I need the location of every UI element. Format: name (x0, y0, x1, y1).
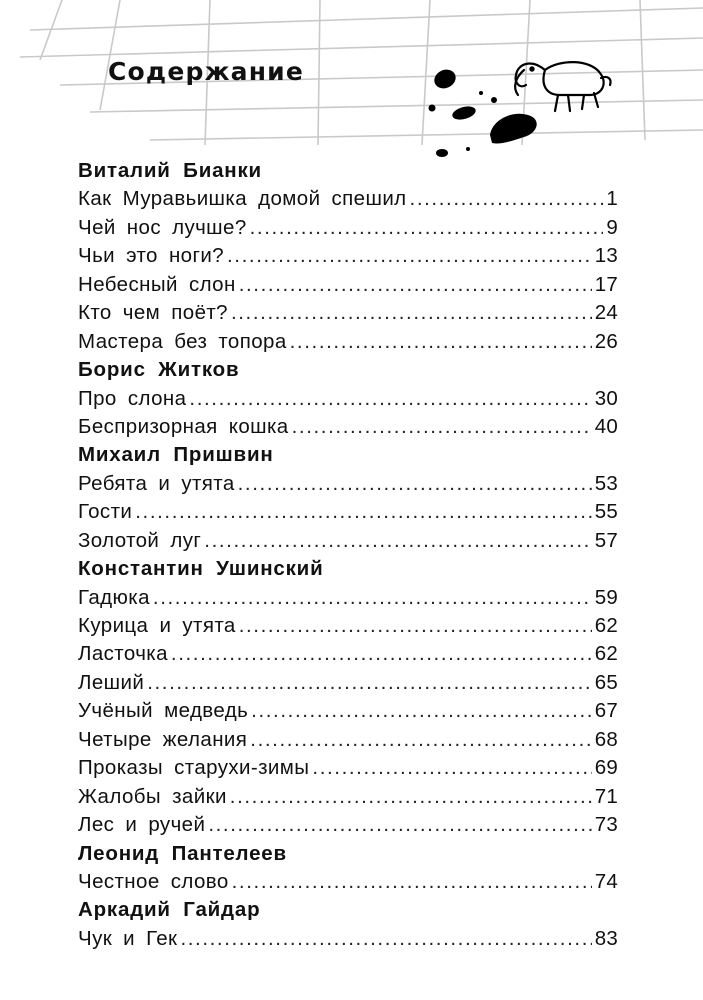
toc-entry[interactable] (78, 640, 618, 668)
dot-leader (230, 783, 592, 811)
dot-leader (239, 612, 592, 640)
entry-title: Чьи это ноги? (78, 244, 225, 268)
toc-entry[interactable] (78, 925, 618, 953)
ink-blot (429, 105, 436, 112)
page-number: 13 (594, 244, 618, 268)
dot-leader (180, 925, 591, 953)
toc-section (78, 356, 618, 441)
author-heading: Аркадий Гайдар (78, 898, 261, 922)
table-of-contents (78, 157, 618, 953)
toc-entry[interactable] (78, 470, 618, 498)
page-number: 26 (594, 329, 618, 353)
dot-leader (290, 328, 592, 356)
toc-section (78, 555, 618, 839)
entry-title: Честное слово (78, 869, 229, 893)
dot-leader (239, 271, 592, 299)
toc-entry[interactable] (78, 612, 618, 640)
dot-leader (250, 726, 592, 754)
entry-title: Чук и Гек (78, 926, 178, 950)
entry-title: Проказы старухи-зимы (78, 756, 310, 780)
dot-leader (410, 185, 604, 213)
toc-entry[interactable] (78, 754, 618, 782)
entry-title: Как Муравьишка домой спешил (78, 187, 407, 211)
dot-leader (153, 584, 592, 612)
toc-entry[interactable] (78, 214, 618, 242)
toc-entry[interactable] (78, 783, 618, 811)
page-number: 59 (594, 585, 618, 609)
ink-blot (436, 149, 448, 157)
dot-leader (250, 214, 604, 242)
toc-entry[interactable] (78, 669, 618, 697)
toc-entry[interactable] (78, 498, 618, 526)
dot-leader (147, 669, 592, 697)
author-heading: Виталий Бианки (78, 159, 262, 182)
dot-leader (251, 697, 592, 725)
page-number: 62 (594, 614, 618, 637)
entry-title: Кто чем поёт? (78, 301, 228, 325)
dot-leader (189, 385, 591, 413)
dot-leader (231, 299, 592, 327)
elephant-illustration (420, 45, 620, 165)
page-number: 83 (594, 926, 618, 950)
author-heading: Борис Житков (78, 358, 240, 382)
page-number: 53 (594, 471, 618, 495)
entry-title: Гадюка (78, 585, 150, 609)
toc-entry[interactable] (78, 811, 618, 839)
toc-section (78, 840, 618, 897)
entry-title: Ребята и утята (78, 471, 235, 495)
dot-leader (232, 868, 592, 896)
toc-entry[interactable] (78, 328, 618, 356)
ink-blot (490, 114, 537, 144)
entry-title: Беспризорная кошка (78, 414, 289, 438)
toc-entry[interactable] (78, 185, 618, 213)
page-number: 24 (594, 301, 618, 325)
page-title: Содержание (108, 57, 305, 86)
entry-title: Леший (78, 670, 145, 694)
page-number: 62 (594, 642, 618, 666)
toc-entry[interactable] (78, 271, 618, 299)
ink-blot (431, 66, 459, 92)
page-number: 65 (594, 670, 618, 694)
entry-title: Золотой луг (78, 528, 202, 552)
toc-entry[interactable] (78, 299, 618, 327)
entry-title: Лес и ручей (78, 813, 206, 837)
dot-leader (238, 470, 592, 498)
dot-leader (227, 242, 592, 270)
entry-title: Учёный медведь (78, 699, 249, 723)
page-number: 17 (594, 272, 618, 296)
page-number: 40 (594, 414, 618, 438)
ink-blot (451, 104, 477, 122)
page-number: 55 (594, 500, 618, 524)
toc-entry[interactable] (78, 527, 618, 555)
ink-blot (491, 97, 497, 103)
dot-leader (171, 640, 592, 668)
entry-title: Чей нос лучше? (78, 215, 247, 239)
entry-title: Про слона (78, 386, 187, 410)
toc-section (78, 896, 618, 953)
toc-entry[interactable] (78, 697, 618, 725)
toc-entry[interactable] (78, 413, 618, 441)
entry-title: Небесный слон (78, 272, 236, 296)
entry-title: Гости (78, 500, 133, 524)
page-number: 69 (594, 756, 618, 780)
ink-blot (479, 91, 483, 95)
entry-title: Жалобы зайки (78, 784, 227, 808)
dot-leader (204, 527, 592, 555)
page-number: 74 (594, 869, 618, 893)
dot-leader (208, 811, 591, 839)
page-number: 57 (594, 528, 618, 552)
dot-leader (135, 498, 592, 526)
entry-title: Курица и утята (78, 614, 236, 637)
page-number: 67 (594, 699, 618, 723)
author-heading: Константин Ушинский (78, 557, 324, 581)
page-number: 1 (606, 187, 618, 211)
page-number: 9 (606, 215, 618, 239)
entry-title: Четыре желания (78, 727, 248, 751)
dot-leader (312, 754, 591, 782)
toc-entry[interactable] (78, 242, 618, 270)
author-heading: Михаил Пришвин (78, 443, 274, 467)
entry-title: Ласточка (78, 642, 168, 666)
toc-entry[interactable] (78, 584, 618, 612)
author-heading: Леонид Пантелеев (78, 841, 287, 865)
toc-entry[interactable] (78, 726, 618, 754)
ink-blot (466, 147, 470, 151)
toc-entry[interactable] (78, 868, 618, 896)
toc-section (78, 441, 618, 555)
page-number: 68 (594, 727, 618, 751)
page-number: 71 (594, 784, 618, 808)
toc-section (78, 157, 618, 356)
toc-entry[interactable] (78, 385, 618, 413)
dot-leader (292, 413, 592, 441)
page-number: 73 (594, 813, 618, 837)
page-number: 30 (594, 386, 618, 410)
elephant-drawing (515, 62, 610, 111)
entry-title: Мастера без топора (78, 329, 287, 353)
